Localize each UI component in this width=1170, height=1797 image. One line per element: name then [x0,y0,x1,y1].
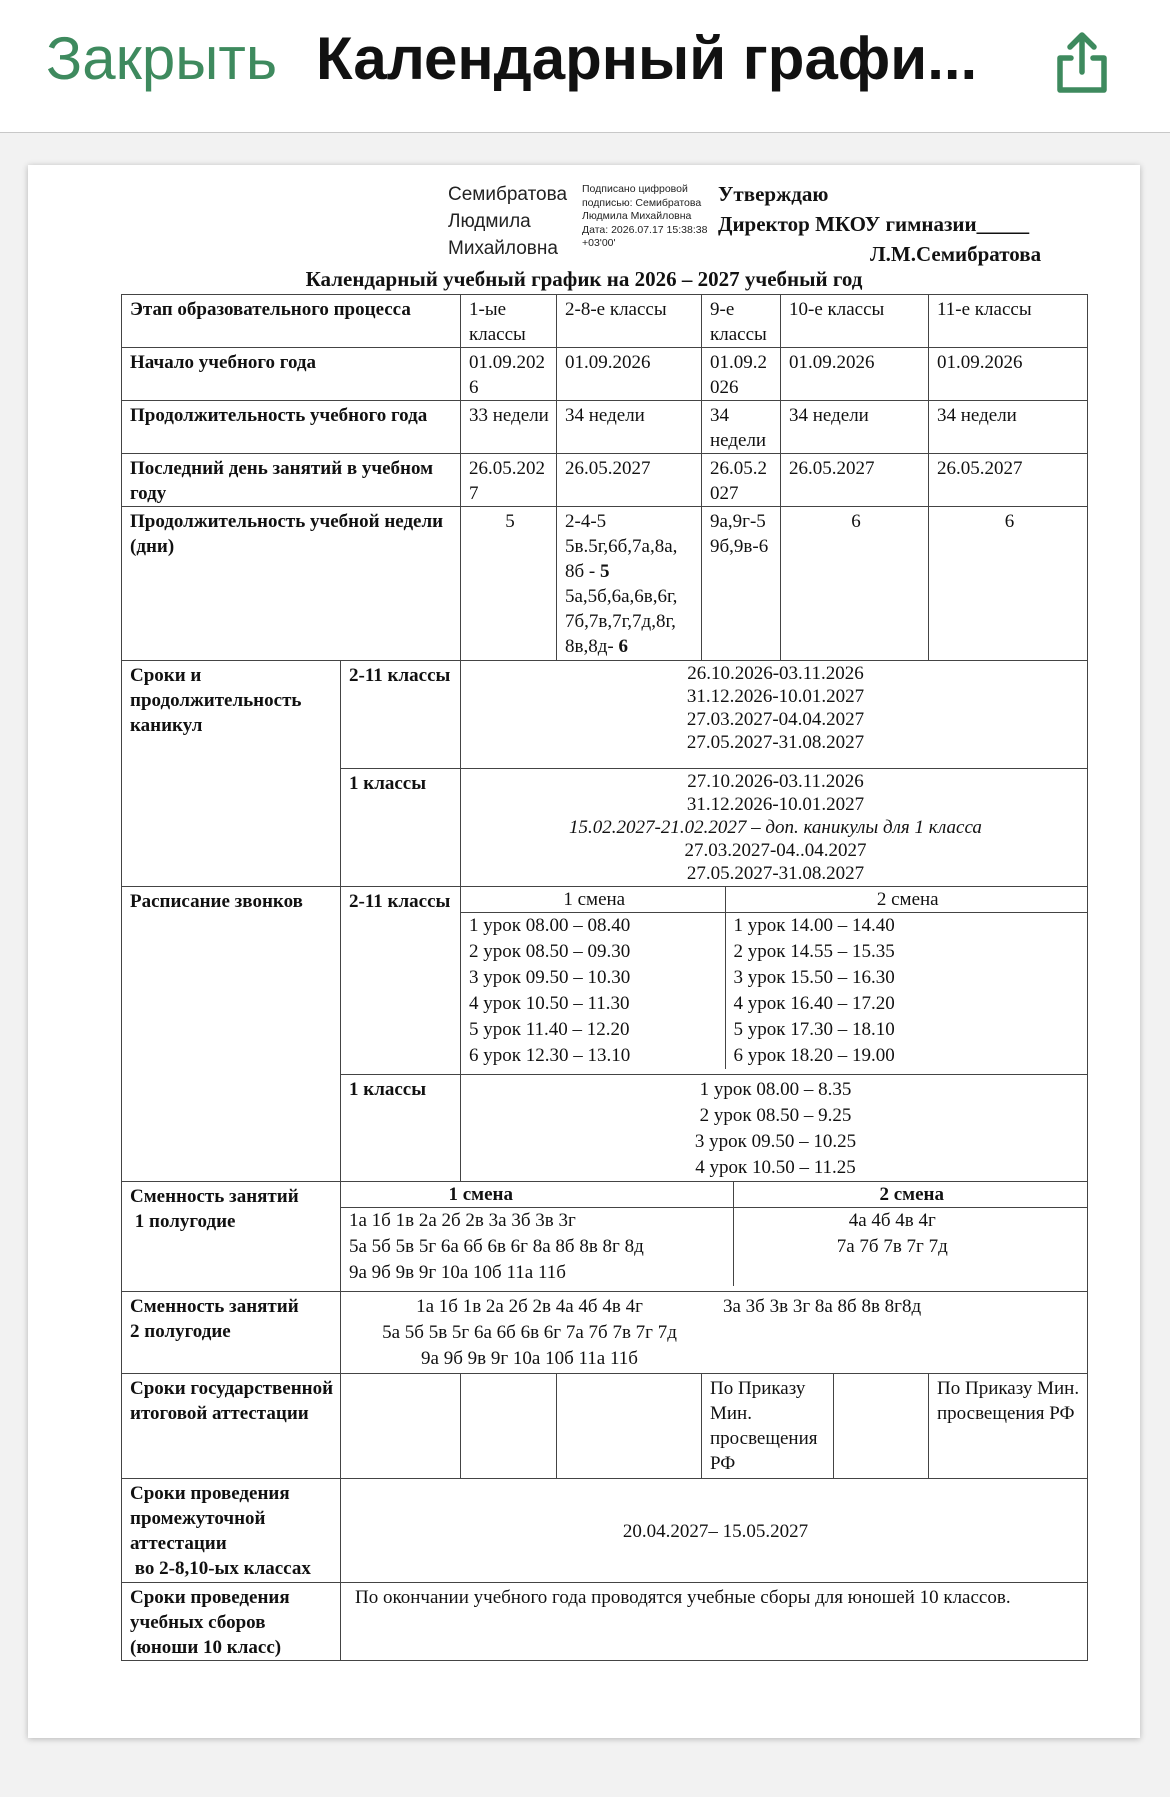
row-label: Сроки государственной итоговой аттестации [122,1374,341,1479]
table-cell: 11-е классы [929,295,1088,348]
table-row [122,401,1088,454]
table-cell: 01.09.2026 [557,348,702,401]
table-cell: 26.05.2027 [557,454,702,507]
row-label: Продолжительность учебного года [122,401,461,454]
row-label: Сроки проведения промежуточной аттестации во 2-8,10-ых классах [122,1479,341,1583]
table-row [122,1182,1088,1292]
close-button[interactable]: Закрыть [46,25,278,92]
table-cell: 5 [461,507,557,661]
table-row [122,1583,1088,1661]
shifts-first-half [341,1182,1088,1292]
table-cell: 9а,9г-5 9б,9в-6 [702,507,781,661]
shifts-second-half [341,1292,1088,1374]
table-cell: 9-е классы [702,295,781,348]
shift-2-classes: 3а 3б 3в 3г 8а 8б 8в 8г8д [723,1296,922,1317]
group-label: 2-11 классы [341,887,461,1075]
shift-1-lessons: 1 урок 08.00 – 08.40 2 урок 08.50 – 09.30 3 урок 09.50 – 10.30 4 урок 10.50 – 11.30 5 урок 11.40 – 12.20 6 урок 12.30 – 13.10 [469,915,631,1066]
holiday-dates: 26.10.2026-03.11.2026 31.12.2026-10.01.2027 27.03.2027-04.04.2027 27.05.2027-31.08.2027 [461,661,1088,769]
table-cell [461,1374,557,1479]
row-label: Сменность занятий 1 полугодие [122,1182,341,1292]
shift-1-header: 1 смена [341,1182,733,1208]
table-cell: 34 недели [929,401,1088,454]
table-cell: 01.09.2026 [929,348,1088,401]
approval-block: Утверждаю Директор МКОУ гимназии_____ Л.М.Семибратова [718,182,1042,266]
group-label: 2-11 классы [341,661,461,769]
row-label: Расписание звонков [122,887,341,1182]
bell-schedule [461,887,1088,1075]
table-cell: 34 недели [781,401,929,454]
row-label: Сменность занятий 2 полугодие [122,1292,341,1374]
document-page[interactable] [28,165,1140,1738]
schedule-table [121,294,1088,1661]
top-bar [0,0,1170,133]
table-row [122,1292,1088,1374]
share-icon [1052,30,1112,96]
table-cell: 34 недели [557,401,702,454]
row-label: Продолжительность учебной недели (дни) [122,507,461,661]
table-cell: 6 [781,507,929,661]
group-label: 1 классы [341,769,461,887]
table-row [122,295,1088,348]
table-cell: 26.05.2027 [781,454,929,507]
table-row [122,454,1088,507]
table-cell [557,1374,702,1479]
table-cell: 01.09.2026 [461,348,557,401]
table-cell: 26.05.2027 [702,454,781,507]
row-label: Этап образовательного процесса [122,295,461,348]
signature-name: Семибратова Людмила Михайловна [448,184,568,259]
row-label: Начало учебного года [122,348,461,401]
table-row [122,507,1088,661]
row-label: Сроки и продолжительность каникул [122,661,341,887]
digital-signature-details: Подписано цифровой подписью: Семибратова Людмила Михайловна Дата: 2026.07.17 15:38:38 +03'00' [582,183,708,249]
table-cell: 26.05.2027 [461,454,557,507]
gia-11-grade: По Приказу Мин. просвещения РФ [929,1374,1088,1479]
shift-2-lessons: 1 урок 14.00 – 14.40 2 урок 14.55 – 15.35 3 урок 15.50 – 16.30 4 урок 16.40 – 17.20 5 урок 17.30 – 18.10 6 урок 18.20 – 19.00 [725,913,1087,1070]
group-label: 1 классы [341,1075,461,1182]
table-row [122,1374,1088,1479]
table-row [122,887,1088,1075]
holiday-dates: 27.10.2026-03.11.2026 31.12.2026-10.01.2027 15.02.2027-21.02.2027 – доп. каникулы для 1 класса 27.03.2027-04..04.2027 27.05.2027-31.08.2027 [461,769,1088,887]
shift-1-classes: 1а 1б 1в 2а 2б 2в 4а 4б 4в 4г 5а 5б 5в 5г 6а 6б 6в 6г 7а 7б 7в 7г 7д 9а 9б 9в 9г 10а 10б 11а 11б [382,1296,677,1369]
document-title: Календарный графи... [316,25,978,92]
table-row [122,661,1088,769]
shift-1-header: 1 смена [461,887,725,913]
schedule-title: Календарный учебный график на 2026 – 2027 учебный год [305,267,863,291]
table-cell [341,1374,461,1479]
table-cell: 01.09.2026 [702,348,781,401]
table-cell: 6 [929,507,1088,661]
table-cell [702,1374,929,1479]
table-row [122,348,1088,401]
table-cell [833,1374,928,1478]
table-cell: 2-4-5 5в.5г,6б,7а,8а, 8б - 5 5а,5б,6а,6в,6г, 7б,7в,7г,7д,8г, 8в,8д- 6 [557,507,702,661]
table-cell: 33 недели [461,401,557,454]
camps-value: По окончании учебного года проводятся учебные сборы для юношей 10 классов. [341,1583,1088,1661]
shift-2-header: 2 смена [733,1182,1087,1208]
shift-1-classes: 1а 1б 1в 2а 2б 2в 3а 3б 3в 3г 5а 5б 5в 5г 6а 6б 6в 6г 8а 8б 8в 8г 8д 9а 9б 9в 9г 10а 10б 11а 11б [349,1210,644,1283]
table-cell: 2-8-е классы [557,295,702,348]
row-label: Последний день занятий в учебном году [122,454,461,507]
gia-9-grade: По Приказу Мин. просвещения РФ [710,1378,818,1474]
table-cell: 1-ые классы [461,295,557,348]
share-button[interactable] [1052,30,1112,96]
table-cell: 01.09.2026 [781,348,929,401]
row-label: Сроки проведения учебных сборов (юноши 10 класс) [122,1583,341,1661]
table-cell: 26.05.2027 [929,454,1088,507]
shift-2-classes: 4а 4б 4в 4г 7а 7б 7в 7г 7д [715,1208,1069,1287]
shift-2-header: 2 смена [725,887,1087,913]
table-cell: 34 недели [702,401,781,454]
interim-dates: 20.04.2027– 15.05.2027 [341,1479,1088,1583]
table-row [122,1479,1088,1583]
table-cell: 10-е классы [781,295,929,348]
first-grade-bells: 1 урок 08.00 – 8.35 2 урок 08.50 – 9.25 3 урок 09.50 – 10.25 4 урок 10.50 – 11.25 [461,1075,1088,1182]
